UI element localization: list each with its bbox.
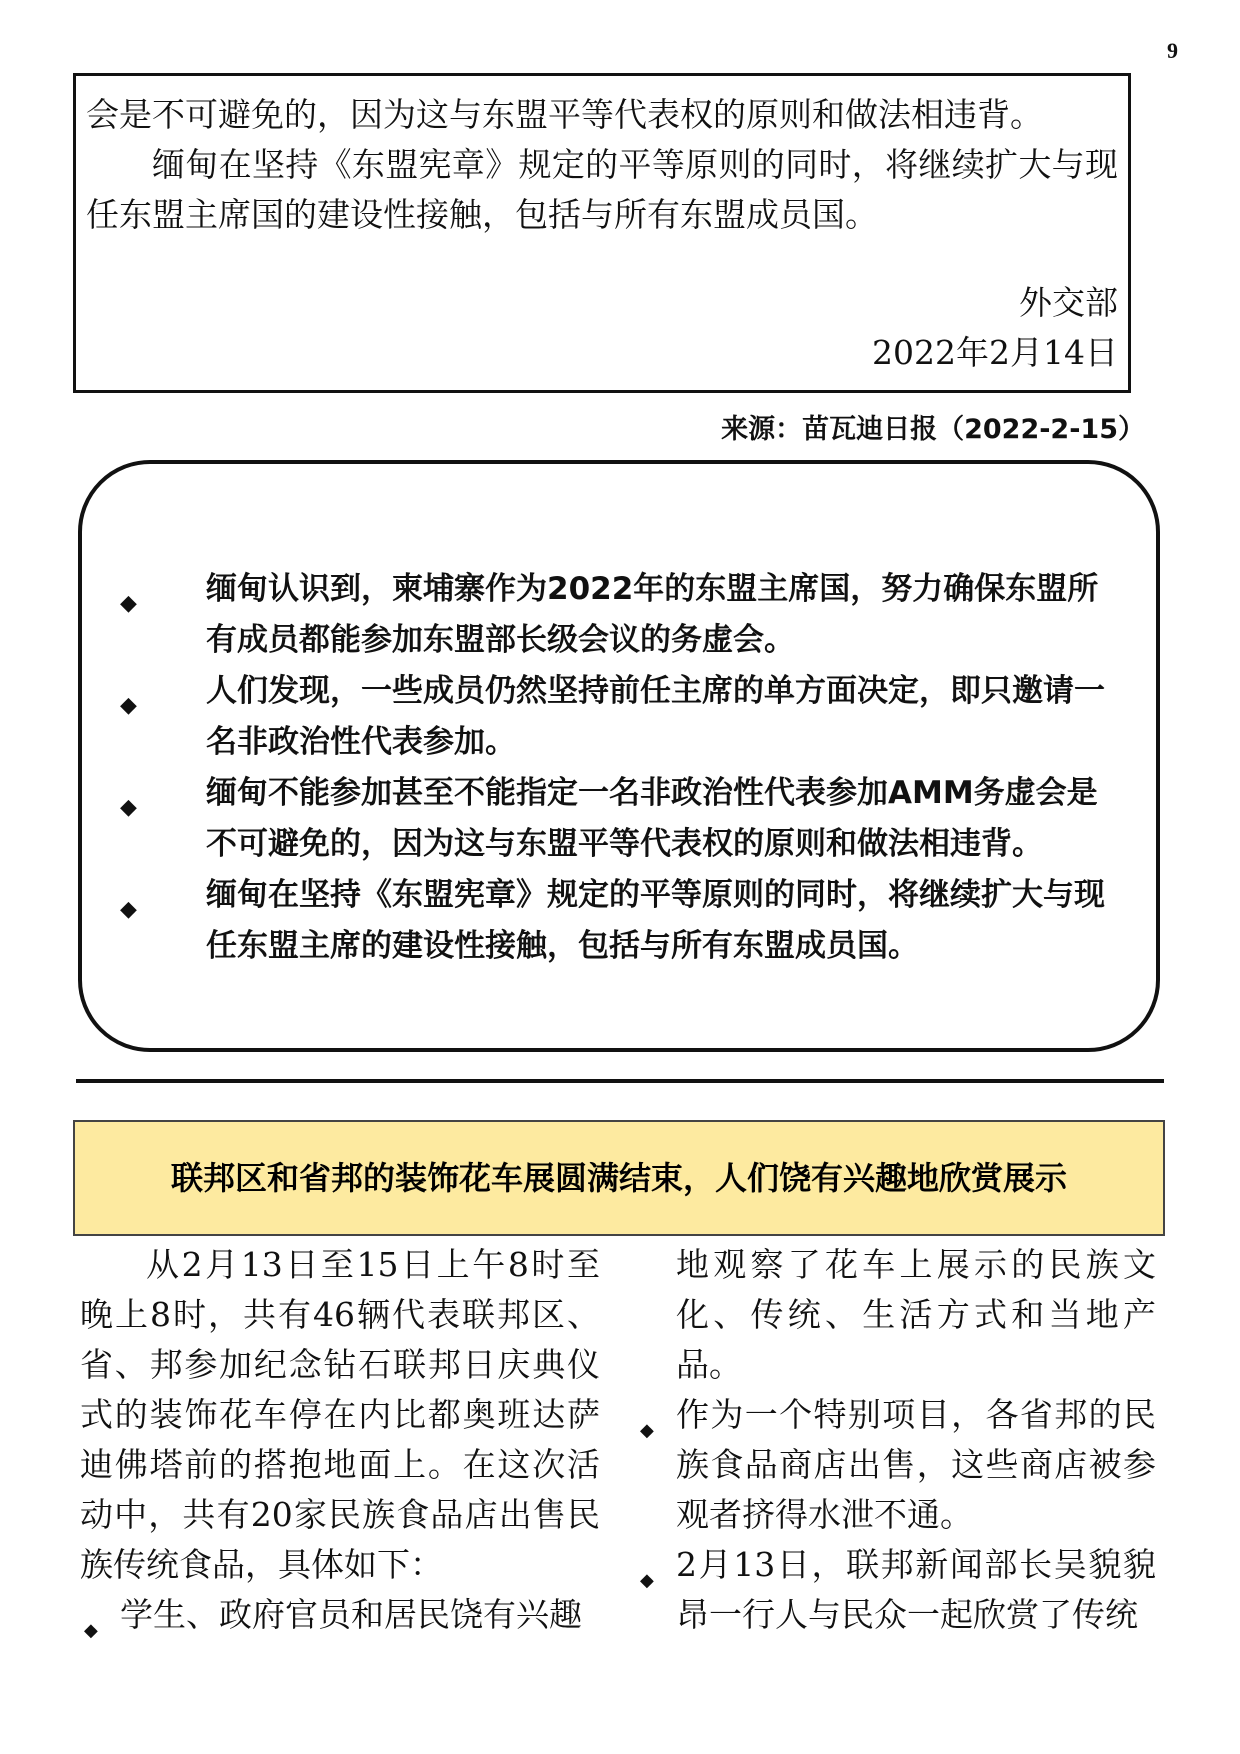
- article-bullet-item: [80, 1590, 600, 1640]
- source-credit: 来源：苗瓦迪日报（2022-2-15）: [721, 414, 1145, 445]
- statement-paragraph: 缅甸在坚持《东盟宪章》规定的平等原则的同时，将继续扩大与现任东盟主席国的建设性接触，包括与所有东盟成员国。: [86, 145, 1118, 234]
- statement-date: 2022年2月14日: [872, 333, 1118, 372]
- diamond-bullet-icon: ◆: [120, 591, 137, 616]
- article-bullet-text: 作为一个特别项目，各省邦的民族食品商店出售，这些商店被参观者挤得水泄不通。: [676, 1395, 1156, 1534]
- article-continuation: 地观察了花车上展示的民族文化、传统、生活方式和当地产品。: [676, 1245, 1156, 1384]
- article-column-left: [80, 1240, 600, 1640]
- diamond-bullet-icon: ◆: [120, 897, 137, 922]
- diamond-bullet-icon: ◆: [640, 1420, 654, 1441]
- summary-item: [106, 870, 1116, 972]
- article-bullet-item: [636, 1540, 1156, 1640]
- statement-paragraph: 会是不可避免的，因为这与东盟平等代表权的原则和做法相违背。: [86, 95, 1043, 134]
- summary-item: [106, 666, 1116, 768]
- summary-item: [106, 768, 1116, 870]
- diamond-bullet-icon: ◆: [120, 693, 137, 718]
- article-bullet-list: [636, 1390, 1156, 1640]
- headline-banner: [73, 1120, 1165, 1236]
- summary-item-text: 缅甸在坚持《东盟宪章》规定的平等原则的同时，将继续扩大与现任东盟主席的建设性接触，包括与所有东盟成员国。: [206, 877, 1105, 964]
- summary-box: [78, 460, 1160, 1052]
- summary-item-text: 人们发现，一些成员仍然坚持前任主席的单方面决定，即只邀请一名非政治性代表参加。: [206, 673, 1105, 760]
- article-bullet-list: [80, 1590, 600, 1640]
- diamond-bullet-icon: ◆: [84, 1620, 98, 1641]
- signatory: 外交部: [1019, 283, 1118, 322]
- section-divider: [76, 1079, 1164, 1083]
- summary-list: [106, 564, 1116, 972]
- article-headline: 联邦区和省邦的装饰花车展圆满结束，人们饶有兴趣地欣赏展示: [170, 1159, 1067, 1197]
- diamond-bullet-icon: ◆: [120, 795, 137, 820]
- summary-item: [106, 564, 1116, 666]
- sign-off: [872, 278, 1118, 378]
- page-number: 9: [1167, 38, 1178, 63]
- article-bullet-item: [636, 1390, 1156, 1540]
- summary-item-text: 缅甸不能参加甚至不能指定一名非政治性代表参加AMM务虚会是不可避免的，因为这与东盟平等代表权的原则和做法相违背。: [206, 775, 1098, 862]
- article-bullet-text: 2月13日，联邦新闻部长吴貌貌昂一行人与民众一起欣赏了传统: [676, 1545, 1156, 1634]
- article-bullet-text: 学生、政府官员和居民饶有兴趣: [120, 1595, 582, 1634]
- diamond-bullet-icon: ◆: [640, 1570, 654, 1591]
- summary-item-text: 缅甸认识到，柬埔寨作为2022年的东盟主席国，努力确保东盟所有成员都能参加东盟部长级会议的务虚会。: [206, 571, 1099, 658]
- statement-box: [73, 73, 1131, 393]
- article-column-right: [636, 1240, 1156, 1640]
- article-intro: 从2月13日至15日上午8时至晚上8时，共有46辆代表联邦区、省、邦参加纪念钻石联邦日庆典仪式的装饰花车停在内比都奥班达萨迪佛塔前的搭抱地面上。在这次活动中，共有20家民族食品店出售民族传统食品，具体如下：: [80, 1245, 600, 1584]
